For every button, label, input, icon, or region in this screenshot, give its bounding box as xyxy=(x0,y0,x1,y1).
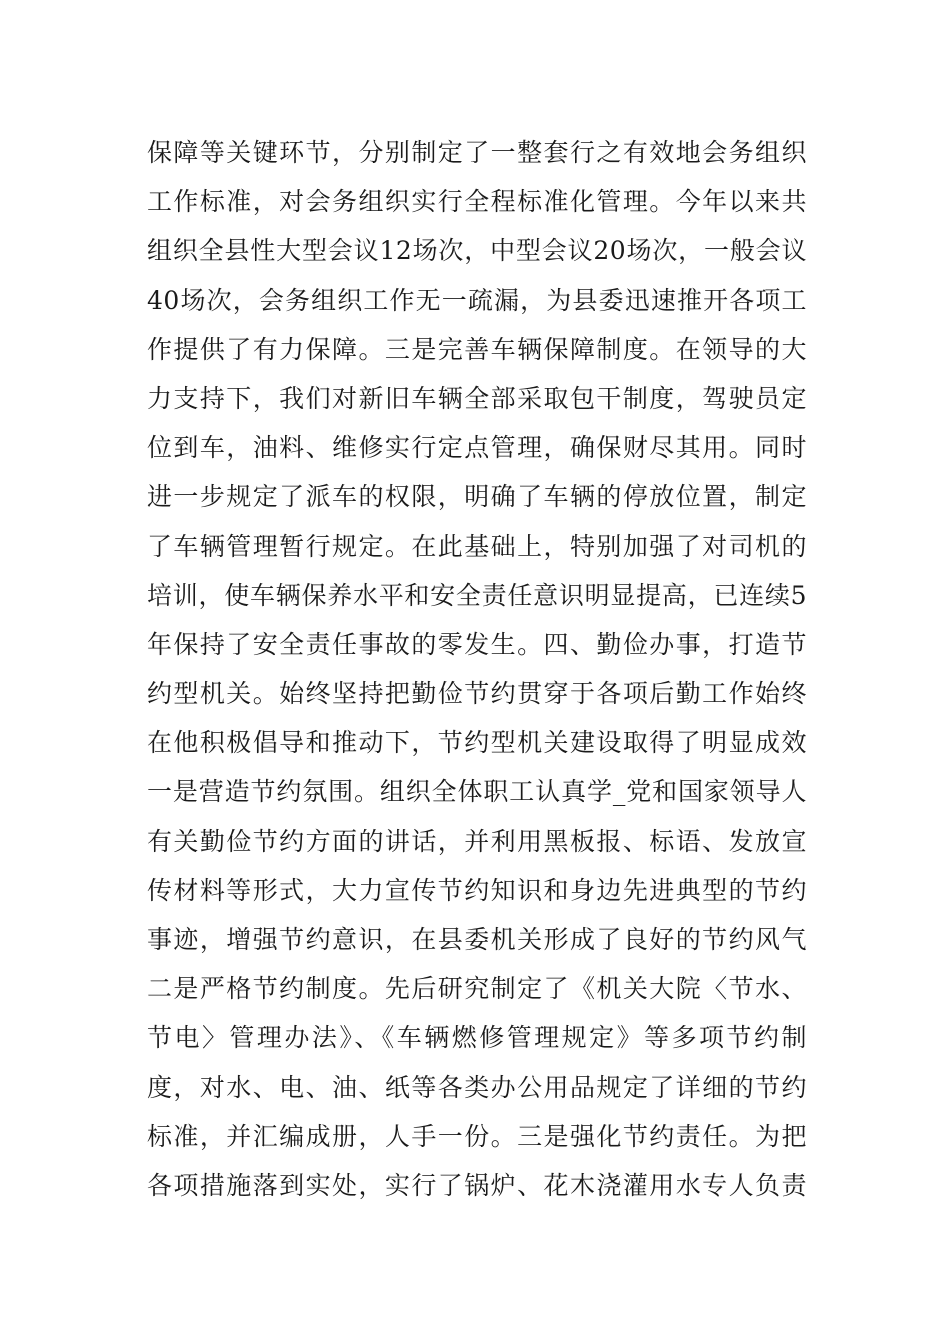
text-line: 位到车，油料、维修实行定点管理，确保财尽其用。同时 xyxy=(147,433,807,463)
text-line: 年保持了安全责任事故的零发生。四、勤俭办事，打造节 xyxy=(147,629,807,659)
text-line: 二是严格节约制度。先后研究制定了《机关大院〈节水、 xyxy=(147,974,807,1004)
body-text xyxy=(147,128,807,1210)
text-line: 组织全县性大型会议12场次，中型会议20场次，一般会议 xyxy=(147,236,807,266)
text-line: 作提供了有力保障。三是完善车辆保障制度。在领导的大 xyxy=(147,334,807,364)
text-line: 工作标准，对会务组织实行全程标准化管理。今年以来共 xyxy=(147,187,807,217)
text-line: 各项措施落到实处，实行了锅炉、花木浇灌用水专人负责 xyxy=(147,1170,807,1200)
text-line: 力支持下，我们对新旧车辆全部采取包干制度，驾驶员定 xyxy=(147,383,807,413)
text-line: 度，对水、电、油、纸等各类办公用品规定了详细的节约 xyxy=(147,1072,807,1102)
text-line: 40场次，会务组织工作无一疏漏，为县委迅速推开各项工 xyxy=(147,285,807,315)
text-line: 节电〉管理办法》、《车辆燃修管理规定》等多项节约制 xyxy=(147,1023,807,1053)
text-line: 标准，并汇编成册，人手一份。三是强化节约责任。为把 xyxy=(147,1121,807,1151)
text-line: 约型机关。始终坚持把勤俭节约贯穿于各项后勤工作始终 xyxy=(147,679,807,709)
text-line: 有关勤俭节约方面的讲话，并利用黑板报、标语、发放宣 xyxy=(147,826,807,856)
text-line: 了车辆管理暂行规定。在此基础上，特别加强了对司机的 xyxy=(147,531,807,561)
text-line: 保障等关键环节，分别制定了一整套行之有效地会务组织 xyxy=(147,138,807,167)
text-line: 一是营造节约氛围。组织全体职工认真学_党和国家领导人 xyxy=(147,777,807,807)
text-line: 培训，使车辆保养水平和安全责任意识明显提高，已连续5 xyxy=(147,580,807,610)
text-line: 事迹，增强节约意识，在县委机关形成了良好的节约风气 xyxy=(147,925,807,954)
text-line: 在他积极倡导和推动下，节约型机关建设取得了明显成效 xyxy=(147,728,807,758)
text-line: 传材料等形式，大力宣传节约知识和身边先进典型的节约 xyxy=(147,875,807,905)
text-line: 进一步规定了派车的权限，明确了车辆的停放位置，制定 xyxy=(147,482,807,512)
